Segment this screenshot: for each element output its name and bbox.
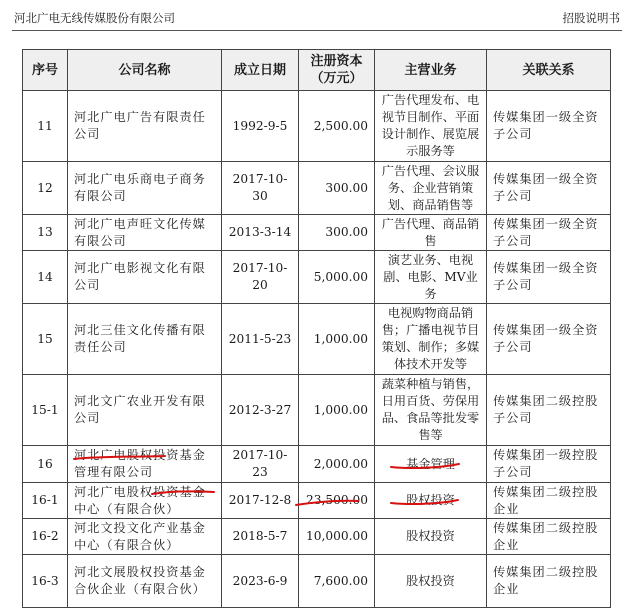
row-company-name: 河北三佳文化传播有限责任公司 [68, 304, 222, 375]
row-id: 16-2 [23, 519, 68, 555]
row-id: 15-1 [23, 375, 68, 446]
row-company-name: 河北广电股权投资基金中心（有限合伙） [68, 483, 222, 519]
col-header-capital: 注册资本（万元） [299, 50, 375, 91]
row-capital: 7,600.00 [299, 555, 375, 608]
row-capital: 10,000.00 [299, 519, 375, 555]
row-relation: 传媒集团一级全资子公司 [487, 251, 611, 304]
row-relation: 传媒集团二级控股企业 [487, 519, 611, 555]
row-company-name: 河北广电广告有限责任公司 [68, 91, 222, 162]
row-date: 2017-12-8 [222, 483, 299, 519]
table-row [23, 446, 611, 483]
table-row [23, 555, 611, 608]
table-row [23, 304, 611, 375]
row-business: 演艺业务、电视剧、电影、MV业务 [375, 251, 487, 304]
row-company-name: 河北广电影视文化有限公司 [68, 251, 222, 304]
row-id: 13 [23, 215, 68, 251]
row-capital: 300.00 [299, 162, 375, 215]
row-id: 14 [23, 251, 68, 304]
row-company-name: 河北文广农业开发有限公司 [68, 375, 222, 446]
row-capital: 2,000.00 [299, 446, 375, 483]
row-company-name: 河北广电股权投资基金管理有限公司 [68, 446, 222, 483]
col-header-id: 序号 [23, 50, 68, 91]
row-capital: 300.00 [299, 215, 375, 251]
row-business: 股权投资 [375, 519, 487, 555]
table-row [23, 91, 611, 162]
row-date: 2013-3-14 [222, 215, 299, 251]
row-date: 2012-3-27 [222, 375, 299, 446]
table-row [23, 251, 611, 304]
col-header-relation: 关联关系 [487, 50, 611, 91]
row-relation: 传媒集团一级全资子公司 [487, 215, 611, 251]
row-company-name: 河北文展股权投资基金合伙企业（有限合伙） [68, 555, 222, 608]
company-name: 河北广电无线传媒股份有限公司 [14, 11, 175, 25]
row-date: 2023-6-9 [222, 555, 299, 608]
row-date: 2011-5-23 [222, 304, 299, 375]
row-capital: 5,000.00 [299, 251, 375, 304]
row-business: 广告代理、会议服务、企业营销策划、商品销售等 [375, 162, 487, 215]
row-id: 16 [23, 446, 68, 483]
row-capital: 1,000.00 [299, 375, 375, 446]
page-header [14, 9, 620, 27]
row-id: 15 [23, 304, 68, 375]
row-relation: 传媒集团二级控股企业 [487, 483, 611, 519]
row-id: 11 [23, 91, 68, 162]
col-header-business: 主营业务 [375, 50, 487, 91]
table-row [23, 483, 611, 519]
row-business: 电视购物商品销售；广播电视节目策划、制作；多媒体技术开发等 [375, 304, 487, 375]
row-relation: 传媒集团一级全资子公司 [487, 304, 611, 375]
table-row [23, 375, 611, 446]
row-capital: 1,000.00 [299, 304, 375, 375]
row-business: 基金管理 [375, 446, 487, 483]
row-company-name: 河北广电乐商电子商务有限公司 [68, 162, 222, 215]
col-header-date: 成立日期 [222, 50, 299, 91]
header-divider [12, 30, 622, 31]
row-id: 16-1 [23, 483, 68, 519]
col-header-name: 公司名称 [68, 50, 222, 91]
row-date: 2017-10-30 [222, 162, 299, 215]
table-header-row [23, 50, 611, 91]
row-business: 广告代理发布、电视节目制作、平面设计制作、展览展示服务等 [375, 91, 487, 162]
row-date: 2017-10-23 [222, 446, 299, 483]
row-relation: 传媒集团二级控股企业 [487, 555, 611, 608]
row-id: 12 [23, 162, 68, 215]
row-date: 2018-5-7 [222, 519, 299, 555]
row-business: 股权投资 [375, 483, 487, 519]
row-capital: 23,500.00 [299, 483, 375, 519]
row-business: 广告代理、商品销售 [375, 215, 487, 251]
row-relation: 传媒集团一级控股子公司 [487, 446, 611, 483]
row-relation: 传媒集团二级控股子公司 [487, 375, 611, 446]
row-capital: 2,500.00 [299, 91, 375, 162]
row-business: 蔬菜种植与销售，日用百货、劳保用品、食品等批发零售等 [375, 375, 487, 446]
row-relation: 传媒集团一级全资子公司 [487, 91, 611, 162]
row-id: 16-3 [23, 555, 68, 608]
table-row [23, 162, 611, 215]
affiliate-table [22, 49, 611, 608]
document-type: 招股说明书 [562, 11, 620, 25]
table-row [23, 519, 611, 555]
row-company-name: 河北广电声旺文化传媒有限公司 [68, 215, 222, 251]
row-date: 2017-10-20 [222, 251, 299, 304]
row-date: 1992-9-5 [222, 91, 299, 162]
row-company-name: 河北文投文化产业基金中心（有限合伙） [68, 519, 222, 555]
table-row [23, 215, 611, 251]
row-business: 股权投资 [375, 555, 487, 608]
row-relation: 传媒集团一级全资子公司 [487, 162, 611, 215]
